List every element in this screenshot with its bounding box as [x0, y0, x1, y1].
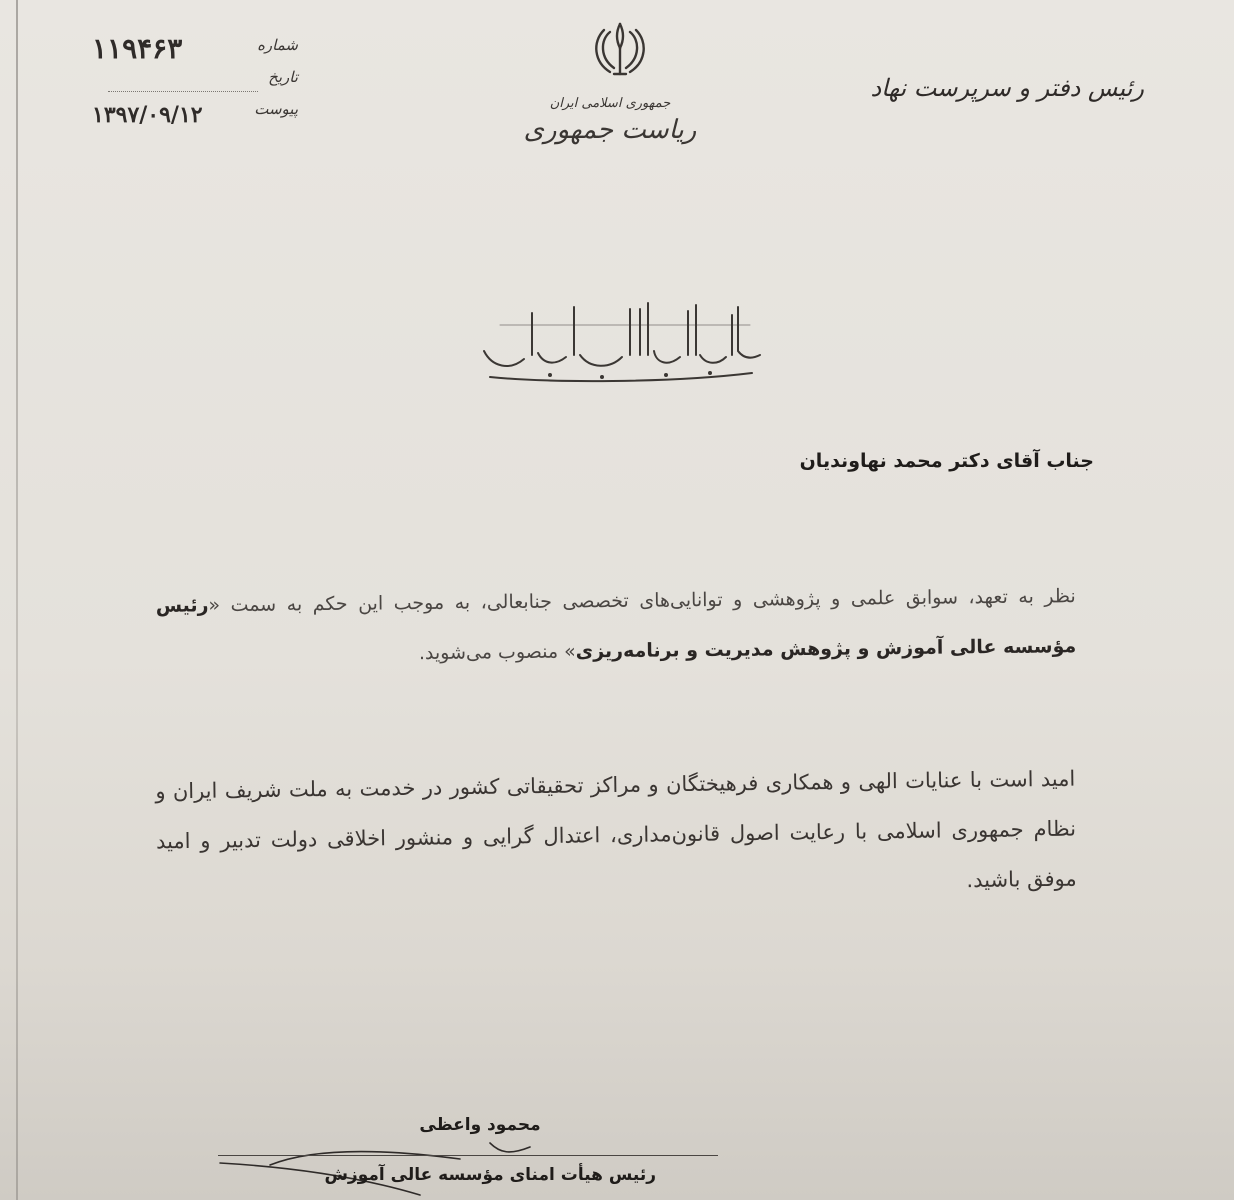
- date-row: [88, 64, 298, 96]
- letter-meta-block: [88, 32, 298, 128]
- appointment-intro: نظر به تعهد، سوابق علمی و پژوهشی و توانایی‌های تخصصی جنابعالی، به موجب این حکم به سمت «: [208, 585, 1076, 617]
- emblem-caption: [510, 96, 710, 145]
- appointment-paragraph: [156, 571, 1077, 681]
- date-dotted-line: [108, 91, 258, 92]
- number-row: [88, 32, 298, 64]
- signature-block: [200, 1105, 720, 1200]
- attachment-row: [88, 96, 298, 128]
- signatory-title: رئیس هیأت امنای مؤسسه عالی آموزش: [324, 1165, 656, 1185]
- letter-number: ۱۱۹۴۶۳: [92, 32, 183, 65]
- paper-edge-line: [16, 0, 18, 1200]
- date-label: تاریخ: [268, 68, 298, 86]
- appointment-end: » منصوب می‌شوید.: [418, 640, 576, 665]
- emblem-caption-country: جمهوری اسلامی ایران: [549, 96, 671, 111]
- letter-date-value: ۱۳۹۷/۰۹/۱۲: [92, 102, 203, 128]
- attachment-label: پیوست: [254, 100, 298, 118]
- appointment-position: رئیس مؤسسه عالی آموزش و پژوهش مدیریت و برنامه‌ریزی: [155, 594, 1077, 663]
- iran-emblem-icon: [588, 18, 652, 82]
- office-heading: رئیس دفتر و سرپرست نهاد: [870, 74, 1144, 102]
- number-label: شماره: [257, 36, 298, 54]
- emblem-caption-presidency: ریاست جمهوری: [523, 115, 697, 145]
- closing-paragraph: امید است با عنایات الهی و همکاری فرهیختگان و مراکز تحقیقاتی کشور در خدمت به ملت شریف ایران و نظام جمهوری اسلامی با رعایت اصول قانون‌مداری، اعتدال گرایی و منشور اخلاقی دولت تدبیر و امید موفق باشید.: [155, 766, 1077, 893]
- signature-line: [218, 1155, 718, 1156]
- handwritten-signature: [200, 1125, 720, 1200]
- recipient-salutation: جناب آقای دکتر محمد نهاوندیان: [799, 450, 1094, 472]
- signatory-name: محمود واعظی: [419, 1115, 541, 1135]
- basmala-calligraphy-image: [470, 285, 770, 395]
